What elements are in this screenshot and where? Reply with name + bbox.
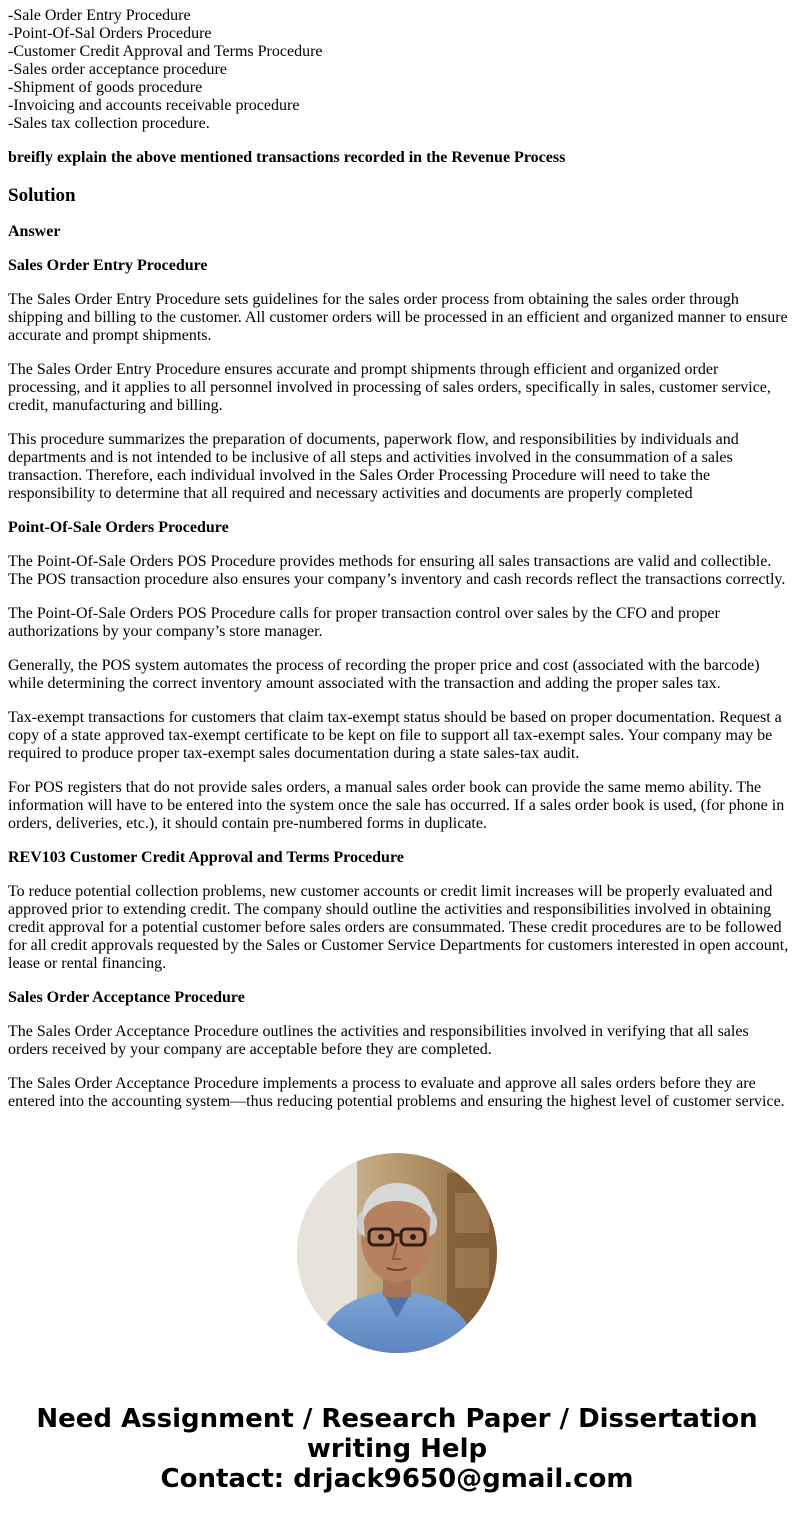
paragraph: The Point-Of-Sale Orders POS Procedure calls for proper transaction control over sales by the CFO and proper authorizations by your company’s store manager. bbox=[8, 605, 720, 640]
paragraph: The Sales Order Entry Procedure sets guidelines for the sales order process from obtaining the sales order through shipping and billing to the customer. All customer orders will be processed in an efficient and organized manner to ensure accurate and prompt shipments. bbox=[8, 291, 788, 344]
document bbox=[8, 7, 790, 1111]
list-item: -Customer Credit Approval and Terms Procedure bbox=[8, 43, 323, 60]
paragraph: The Point-Of-Sale Orders POS Procedure provides methods for ensuring all sales transactions are valid and collectible. The POS transaction procedure also ensures your company’s inventory and cash records reflect the transactions correctly. bbox=[8, 553, 786, 588]
list-item: -Sale Order Entry Procedure bbox=[8, 7, 191, 24]
answer-label: Answer bbox=[8, 223, 61, 240]
list-item: -Sales tax collection procedure. bbox=[8, 115, 210, 132]
list-item: -Invoicing and accounts receivable procedure bbox=[8, 97, 300, 114]
avatar bbox=[297, 1153, 497, 1353]
solution-heading: Solution bbox=[8, 185, 76, 206]
person-photo-icon bbox=[297, 1153, 497, 1353]
section-heading: REV103 Customer Credit Approval and Terms Procedure bbox=[8, 849, 404, 866]
paragraph: Tax-exempt transactions for customers that claim tax-exempt status should be based on proper documentation. Request a copy of a state approved tax-exempt certificate to be kept on file to support all tax-exempt sales. Your company may be required to produce proper tax-exempt sales documentation during a state sales-tax audit. bbox=[8, 709, 782, 762]
paragraph: To reduce potential collection problems, new customer accounts or credit limit increases will be properly evaluated and approved prior to extending credit. The company should outline the activities and responsibilities involved in obtaining credit approval for a potential customer before sales orders are consummated. These credit procedures are to be followed for all credit approvals requested by the Sales or Customer Service Departments for customers interested in open account, lease or rental financing. bbox=[8, 883, 789, 972]
paragraph: The Sales Order Acceptance Procedure outlines the activities and responsibilities involved in verifying that all sales orders received by your company are acceptable before they are completed. bbox=[8, 1023, 749, 1058]
section-heading: Sales Order Entry Procedure bbox=[8, 257, 208, 274]
paragraph: The Sales Order Entry Procedure ensures accurate and prompt shipments through efficient and organized order processing, and it applies to all personnel involved in processing of sales orders, specifically in sales, customer service, credit, manufacturing and billing. bbox=[8, 361, 771, 414]
list-item: -Sales order acceptance procedure bbox=[8, 61, 227, 78]
section-heading: Point-Of-Sale Orders Procedure bbox=[8, 519, 229, 536]
paragraph: Generally, the POS system automates the process of recording the proper price and cost (associated with the barcode) while determining the correct inventory amount associated with the transaction and adding the proper sales tax. bbox=[8, 657, 760, 692]
list-item: -Point-Of-Sal Orders Procedure bbox=[8, 25, 212, 42]
cta-headline: Need Assignment / Research Paper / Dissertation writing Help bbox=[36, 1404, 758, 1464]
question-list bbox=[8, 7, 790, 133]
list-item: -Shipment of goods procedure bbox=[8, 79, 203, 96]
paragraph: The Sales Order Acceptance Procedure implements a process to evaluate and approve all sales orders before they are entered into the accounting system—thus reducing potential problems and ensuring the highest level of customer service. bbox=[8, 1075, 785, 1110]
question-prompt: breifly explain the above mentioned transactions recorded in the Revenue Process bbox=[8, 149, 566, 166]
paragraph: For POS registers that do not provide sales orders, a manual sales order book can provide the same memo ability. The information will have to be entered into the system once the sale has occurred. If a sales order book is used, (for phone in orders, deliveries, etc.), it should contain pre-numbered forms in duplicate. bbox=[8, 779, 785, 832]
section-heading: Sales Order Acceptance Procedure bbox=[8, 989, 245, 1006]
paragraph: This procedure summarizes the preparation of documents, paperwork flow, and responsibilities by individuals and departments and is not intended to be inclusive of all steps and activities involved in the consummation of a sales transaction. Therefore, each individual involved in the Sales Order Processing Procedure will need to take the responsibility to determine that all required and necessary activities and documents are properly completed bbox=[8, 431, 739, 502]
contact-email[interactable]: Contact: drjack9650@gmail.com bbox=[160, 1464, 634, 1494]
contact-banner bbox=[0, 1404, 794, 1494]
